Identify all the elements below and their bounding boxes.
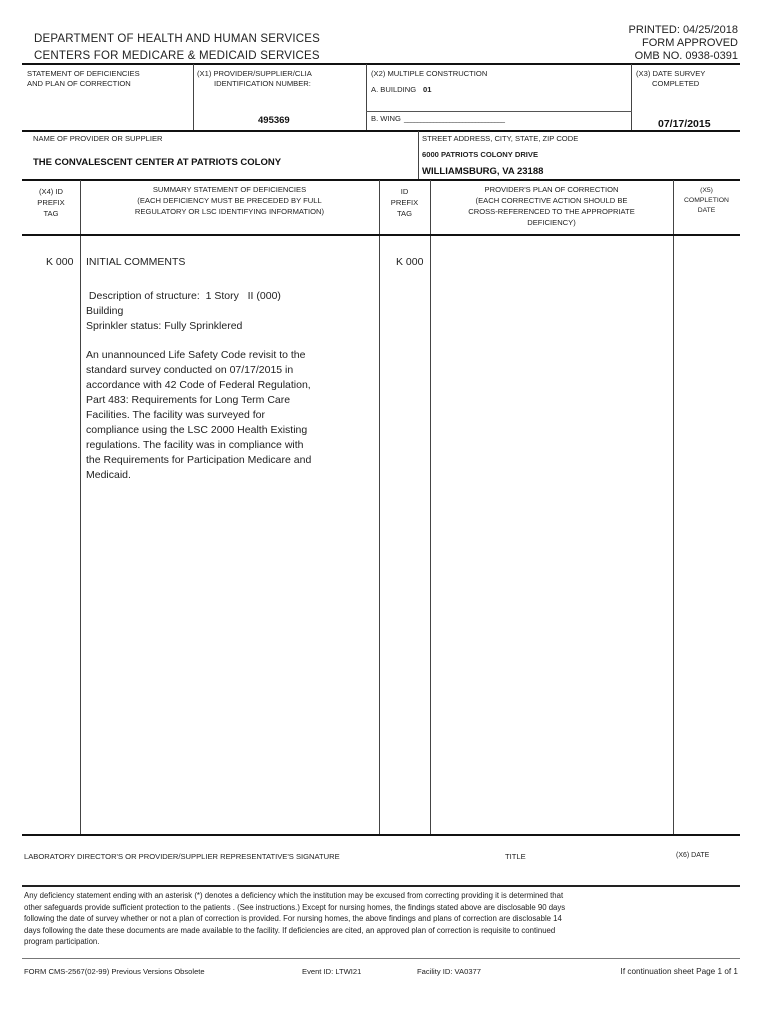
printed-date: PRINTED: 04/25/2018 [628,24,738,36]
x3-label-2: COMPLETED [652,79,700,88]
city-state-zip: WILLIAMSBURG, VA 23188 [422,166,544,177]
x3-label-1: (X3) DATE SURVEY [636,69,706,78]
footnote-line: following the date of survey whether or not a plan of correction is provided. For nursing homes, the above findings and plans of correction are disclosable 14 [24,914,562,923]
statement-label-1: STATEMENT OF DEFICIENCIES [27,69,140,78]
x5-label-3: DATE [697,207,716,214]
findings-line: Part 483: Requirements for Long Term Care [86,394,291,406]
divider [80,180,81,834]
header-rule [22,63,740,65]
divider [673,180,674,834]
row-rule [22,234,740,236]
divider [379,180,380,834]
survey-completed-date: 07/17/2015 [658,118,711,130]
findings-paragraph [86,348,376,483]
summary-label-3: REGULATORY OR LSC IDENTIFYING INFORMATION) [134,207,325,216]
structure-building: Building [86,305,124,317]
findings-line: regulations. The facility was in compliance with [86,439,304,451]
x4-label-2: PREFIX [37,198,65,207]
statement-label-2: AND PLAN OF CORRECTION [27,79,131,88]
findings-line: Facilities. The facility was surveyed for [86,409,265,421]
form-number: FORM CMS-2567(02-99) Previous Versions Obsolete [24,967,205,976]
date-label: (X6) DATE [676,852,710,859]
plan-label-4: DEFICIENCY) [527,218,576,227]
footnote-line: other safeguards provide sufficient protection to the patients . (See instructions.) Except for nursing homes, the findings stated above are disclosable 90 days [24,902,566,912]
row-rule [22,834,740,836]
provider-name-label: NAME OF PROVIDER OR SUPPLIER [33,134,163,143]
divider [418,131,419,179]
divider [366,64,367,130]
id-label-1: ID [400,187,409,196]
x5-label-2: COMPLETION [684,197,729,204]
plan-label-2: (EACH CORRECTIVE ACTION SHOULD BE [475,196,628,205]
omb-number: OMB NO. 0938-0391 [634,50,738,62]
x1-label-2: IDENTIFICATION NUMBER: [214,79,311,88]
row-rule [22,179,740,181]
findings-line: standard survey conducted on 07/17/2015 in [86,364,294,376]
x4-label-1: (X4) ID [38,187,64,196]
signature-label: LABORATORY DIRECTOR'S OR PROVIDER/SUPPLIER REPRESENTATIVE'S SIGNATURE [24,852,340,861]
signature-rule [22,885,740,887]
divider [193,64,194,130]
facility-id: Facility ID: VA0377 [417,967,482,976]
x1-label-1: (X1) PROVIDER/SUPPLIER/CLIA [197,69,312,78]
wing-label: B. WING [371,114,401,123]
id-label-2: PREFIX [390,198,419,207]
divider [430,180,431,834]
divider [631,64,632,130]
findings-line: compliance using the LSC 2000 Health Existing [86,424,308,436]
building-value: 01 [423,85,432,94]
summary-label-1: SUMMARY STATEMENT OF DEFICIENCIES [152,185,307,194]
prefix-tag: K 000 [46,256,74,268]
row-rule [22,130,740,132]
id-label-3: TAG [396,209,413,218]
findings-line: Medicaid. [86,469,131,481]
plan-label-3: CROSS-REFERENCED TO THE APPROPRIATE [468,207,635,216]
department-name: DEPARTMENT OF HEALTH AND HUMAN SERVICES [34,33,320,45]
x4-label-3: TAG [43,209,59,218]
structure-description: Description of structure: 1 Story II (000) [86,290,281,302]
provider-name: THE CONVALESCENT CENTER AT PATRIOTS COLONY [33,157,282,168]
x5-label-1: (X5) [700,187,713,194]
sprinkler-status: Sprinkler status: Fully Sprinklered [86,320,243,332]
findings-line: An unannounced Life Safety Code revisit to the [86,349,306,361]
disclaimer-footnote [24,890,740,948]
plan-label-1: PROVIDER'S PLAN OF CORRECTION [484,185,619,194]
continuation-sheet: If continuation sheet Page 1 of 1 [620,967,738,976]
footnote-line: Any deficiency statement ending with an asterisk (*) denotes a deficiency which the institution may be excused from correcting providing it is determined that [24,891,564,900]
centers-name: CENTERS FOR MEDICARE & MEDICAID SERVICES [34,50,320,62]
findings-line: the Requirements for Participation Medicare and [86,454,312,466]
form-approved: FORM APPROVED [642,37,738,49]
findings-line: accordance with 42 Code of Federal Regulation, [86,379,311,391]
footnote-line: days following the date these documents are made available to the facility. If deficiencies are cited, an approved plan of correction is requisite to continued [24,925,556,935]
building-label: A. BUILDING [371,85,417,94]
x2-label: (X2) MULTIPLE CONSTRUCTION [371,69,488,78]
summary-label-2: (EACH DEFICIENCY MUST BE PRECEDED BY FULL [137,196,322,205]
divider [366,111,632,112]
provider-id-number: 495369 [258,115,290,126]
entry-title: INITIAL COMMENTS [86,256,186,268]
footer-rule [22,958,740,959]
wing-blank: _______________________________ [404,114,504,123]
event-id: Event ID: LTWI21 [302,967,362,976]
id-prefix-tag: K 000 [396,256,424,268]
title-label: TITLE [505,852,526,861]
street-address: 6000 PATRIOTS COLONY DRIVE [422,150,539,159]
address-label: STREET ADDRESS, CITY, STATE, ZIP CODE [422,134,579,143]
footnote-line: program participation. [24,937,100,946]
